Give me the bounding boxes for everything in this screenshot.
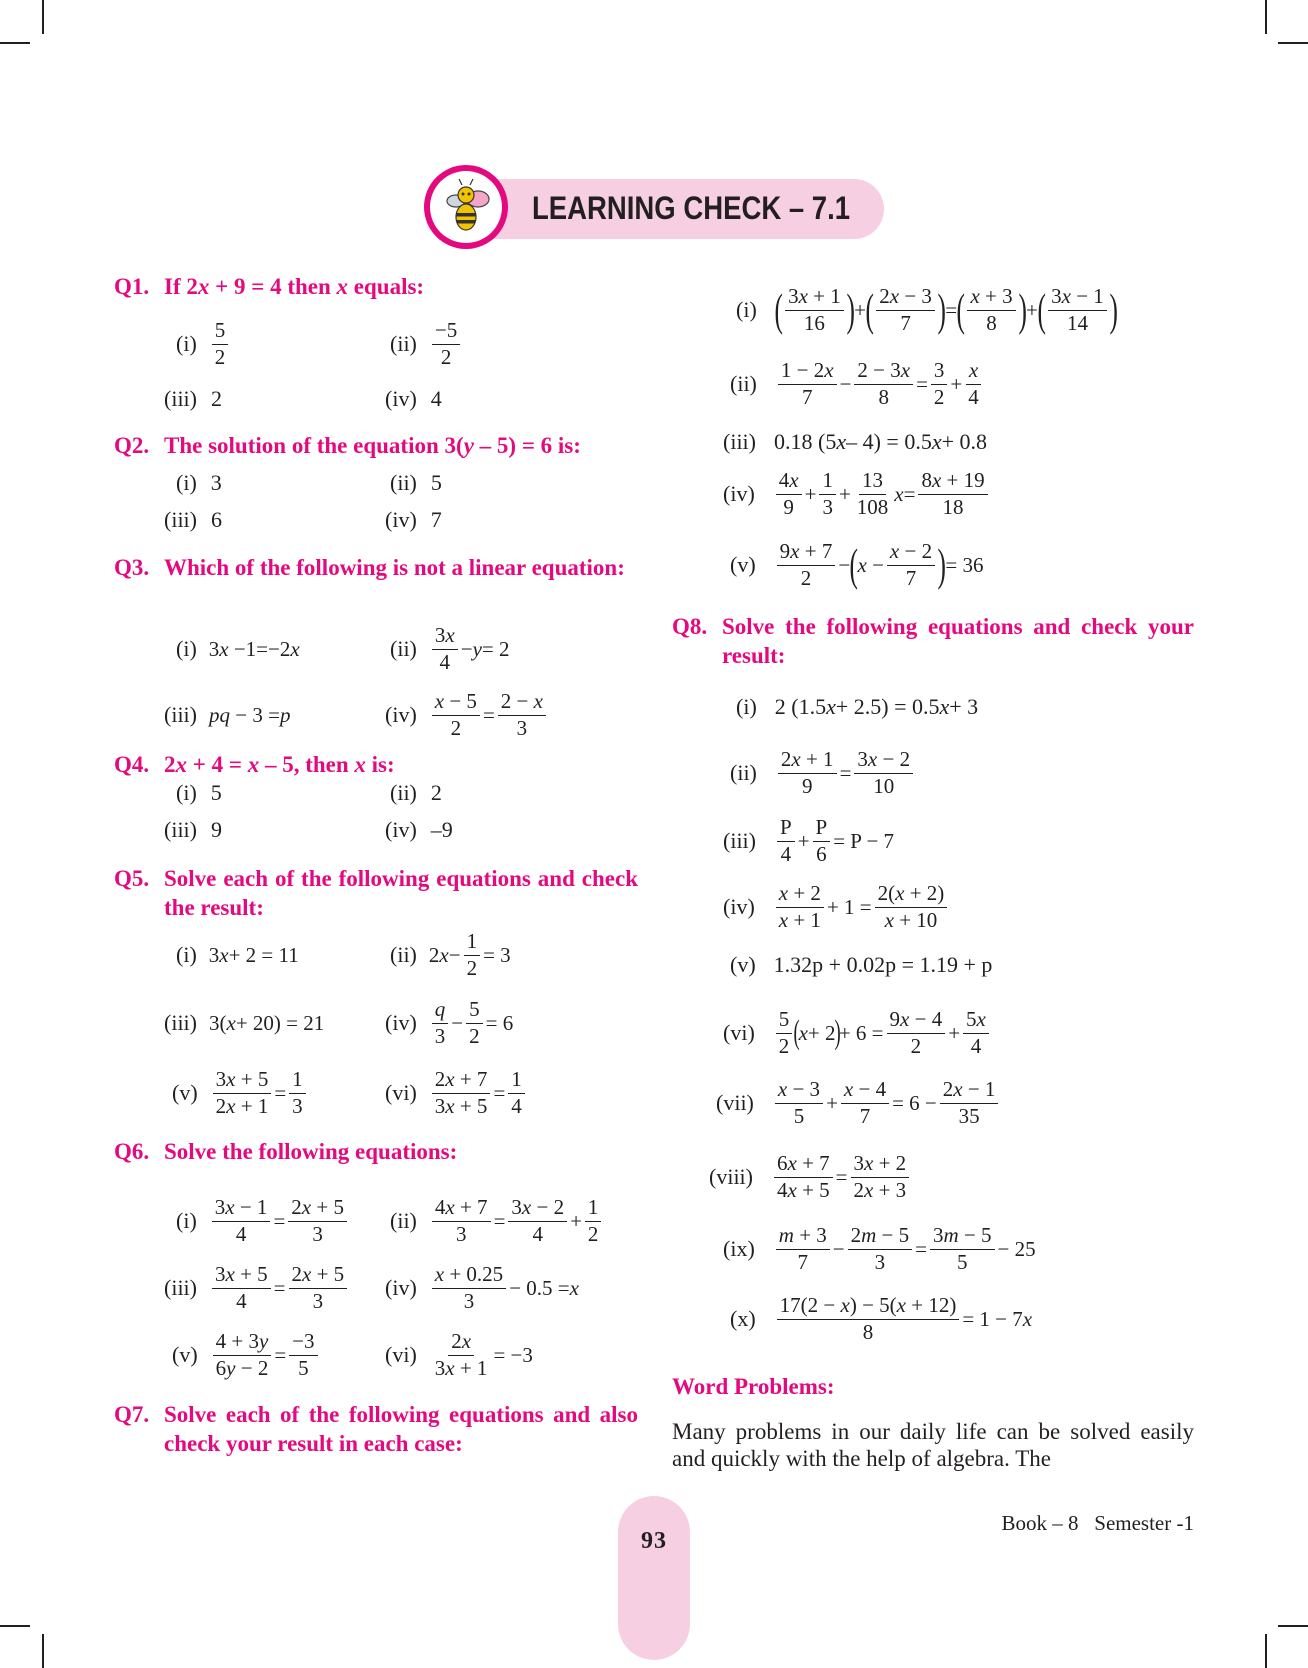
- q8-option-iv: (iv) $\frac{x + 2}{x + 1}$ + 1 = $\frac{2(x + 2)}{x + 10}$: [723, 874, 950, 940]
- crop-mark: [1278, 1625, 1308, 1627]
- question-text: Which of the following is not a linear equation:: [164, 555, 625, 580]
- question-text: The solution of the equation 3(y – 5) = 6 is:: [164, 433, 581, 458]
- q2-option-iv: (iv) 7: [385, 507, 442, 532]
- q5-option-iv: (iv) $\frac{q}{3}$ − $\frac{5}{2}$ = 6: [385, 996, 514, 1048]
- q1-option-ii: (ii) $\frac{-5}{2}$: [390, 312, 463, 376]
- q3-option-iii: (iii) pq − 3 = p: [164, 702, 291, 727]
- crop-mark: [1278, 42, 1308, 44]
- q4-option-iii: (iii) 9: [164, 817, 222, 842]
- q5-option-v: (v) $\frac{3x + 5}{2x + 1}$ = $\frac{1}{3}$: [172, 1060, 309, 1126]
- q8-option-iii: (iii) $\frac{P}{4}$ + $\frac{P}{6}$ = P − 7: [723, 814, 895, 866]
- question-7: Q7. Solve each of the following equations and also check your result in each case:: [114, 1402, 638, 1456]
- question-text: Solve the following equations and check your result:: [722, 614, 1194, 668]
- q7-option-ii: (ii) $\frac{1 - 2x}{7}$ − $\frac{2 - 3x}{8}$ = $\frac{3}{2}$ + $\frac{x}{4}$: [730, 352, 985, 416]
- q8-option-i: (i) 2 (1.5 x + 2.5) = 0.5 x + 3: [736, 694, 979, 719]
- crop-mark: [0, 42, 30, 44]
- page-number-tab: [618, 1496, 690, 1660]
- q1-option-i: (i) $\frac{5}{2}$: [176, 312, 231, 376]
- q7-option-iv: (iv) $\frac{4x}{9}$ + $\frac{1}{3}$ + $\frac{13}{108}$ x = $\frac{8x + 19}{18}$: [723, 462, 991, 526]
- crop-mark: [1265, 1634, 1267, 1668]
- q6-option-v: (v) $\frac{4 + 3y}{6y - 2}$ = $\frac{-3}{5}$: [172, 1322, 321, 1388]
- crop-mark: [42, 0, 44, 34]
- word-problems-text: Many problems in our daily life can be solved easily and quickly with the help of algebra. The: [672, 1419, 1194, 1471]
- question-text: Solve each of the following equations and also check your result in each case:: [164, 1402, 638, 1456]
- q5-option-i: (i) 3 x + 2 = 11: [176, 942, 299, 967]
- q7-option-v: (v) $\frac{9x + 7}{2}$ − ( x − $\frac{x - 2}{7}$ ) = 36: [730, 538, 984, 590]
- crop-mark: [42, 1634, 44, 1668]
- q6-option-ii: (ii) $\frac{4x + 7}{3}$ = $\frac{3x - 2}{4}$ + $\frac{1}{2}$: [390, 1188, 604, 1254]
- q8-option-ii: (ii) $\frac{2x + 1}{9}$ = $\frac{3x - 2}{10}$: [730, 740, 916, 806]
- q8-option-ix: (ix) $\frac{m + 3}{7}$ − $\frac{2m - 5}{3}$ = $\frac{3m - 5}{5}$ − 25: [723, 1222, 1036, 1274]
- q6-option-vi: (vi) $\frac{2x}{3x + 1}$ = −3: [385, 1328, 533, 1380]
- q2-option-ii: (ii) 5: [390, 470, 442, 495]
- q5-option-iii: (iii) 3( x + 20) = 21: [164, 1010, 325, 1035]
- question-text: Solve each of the following equations and check the result:: [164, 866, 638, 920]
- question-text: 2x + 4 = x – 5, then x is:: [164, 752, 395, 777]
- question-text: If 2x + 9 = 4 then x equals:: [164, 274, 425, 299]
- page-title: LEARNING CHECK – 7.1: [532, 190, 851, 226]
- q8-option-vi: (vi) $\frac{5}{2}$ ( x + 2 ) + 6 = $\frac{9x - 4}{2}$ + $\frac{5x}{4}$: [723, 1000, 992, 1066]
- q1-option-iii: (iii) 2: [164, 386, 222, 411]
- q8-option-v: (v) 1.32p + 0.02p = 1.19 + p: [730, 952, 993, 977]
- crop-mark: [0, 1625, 30, 1627]
- q1-option-iv: (iv) 4: [385, 386, 442, 411]
- q8-option-x: (x) $\frac{17(2 - x) - 5(x + 12)}{8}$ = 1 − 7 x: [730, 1292, 1033, 1344]
- q5-option-vi: (vi) $\frac{2x + 7}{3x + 5}$ = $\frac{1}{4}$: [385, 1060, 528, 1126]
- question-5: Q5. Solve each of the following equations and check the result:: [114, 866, 638, 920]
- question-3: Q3. Which of the following is not a linear equation:: [114, 553, 638, 613]
- question-8: Q8. Solve the following equations and check your result:: [672, 614, 1194, 668]
- q3-option-iv: (iv) $\frac{x - 5}{2}$ = $\frac{2 - x}{3}$: [385, 683, 549, 747]
- crop-mark: [1265, 0, 1267, 34]
- q4-option-i: (i) 5: [176, 780, 222, 805]
- question-text: Solve the following equations:: [164, 1139, 458, 1164]
- q3-option-ii: (ii) $\frac{3x}{4}$ − y = 2: [390, 622, 510, 674]
- q6-option-iii: (iii) $\frac{3x + 5}{4}$ = $\frac{2x + 5}{3}$: [164, 1255, 350, 1321]
- q6-option-iv: (iv) $\frac{x + 0.25}{3}$ − 0.5 = x: [385, 1261, 579, 1313]
- book-info: Book – 8 Semester -1: [1001, 1511, 1194, 1535]
- q3-option-i: (i) 3 x −1=−2 x: [176, 636, 300, 661]
- q7-option-iii: (iii) 0.18 (5 x – 4) = 0.5 x + 0.8: [723, 429, 988, 454]
- q6-option-i: (i) $\frac{3x - 1}{4}$ = $\frac{2x + 5}{3}$: [176, 1188, 350, 1254]
- header-badge: [424, 165, 508, 249]
- q7-option-i: (i) ( $\frac{3x + 1}{16}$ ) + ( $\frac{2x - 3}{7}$ ) = ( $\frac{x + 3}{8}$ ) + ( $\frac{3x - 1}{14}$ ): [736, 283, 1118, 335]
- q8-option-viii: (viii) $\frac{6x + 7}{4x + 5}$ = $\frac{3x + 2}{2x + 3}$: [709, 1144, 912, 1210]
- page-number: 93: [641, 1528, 667, 1554]
- q4-option-iv: (iv) –9: [385, 817, 453, 842]
- bee-mascot-icon: [430, 171, 502, 243]
- q4-option-ii: (ii) 2: [390, 780, 442, 805]
- q8-option-vii: (vii) $\frac{x - 3}{5}$ + $\frac{x - 4}{7}$ = 6 − $\frac{2x - 1}{35}$: [716, 1070, 1001, 1136]
- q5-option-ii: (ii) 2 x − $\frac{1}{2}$ = 3: [390, 928, 511, 980]
- section-heading: Word Problems:: [672, 1374, 835, 1399]
- q2-option-iii: (iii) 6: [164, 507, 222, 532]
- q2-option-i: (i) 3: [176, 470, 222, 495]
